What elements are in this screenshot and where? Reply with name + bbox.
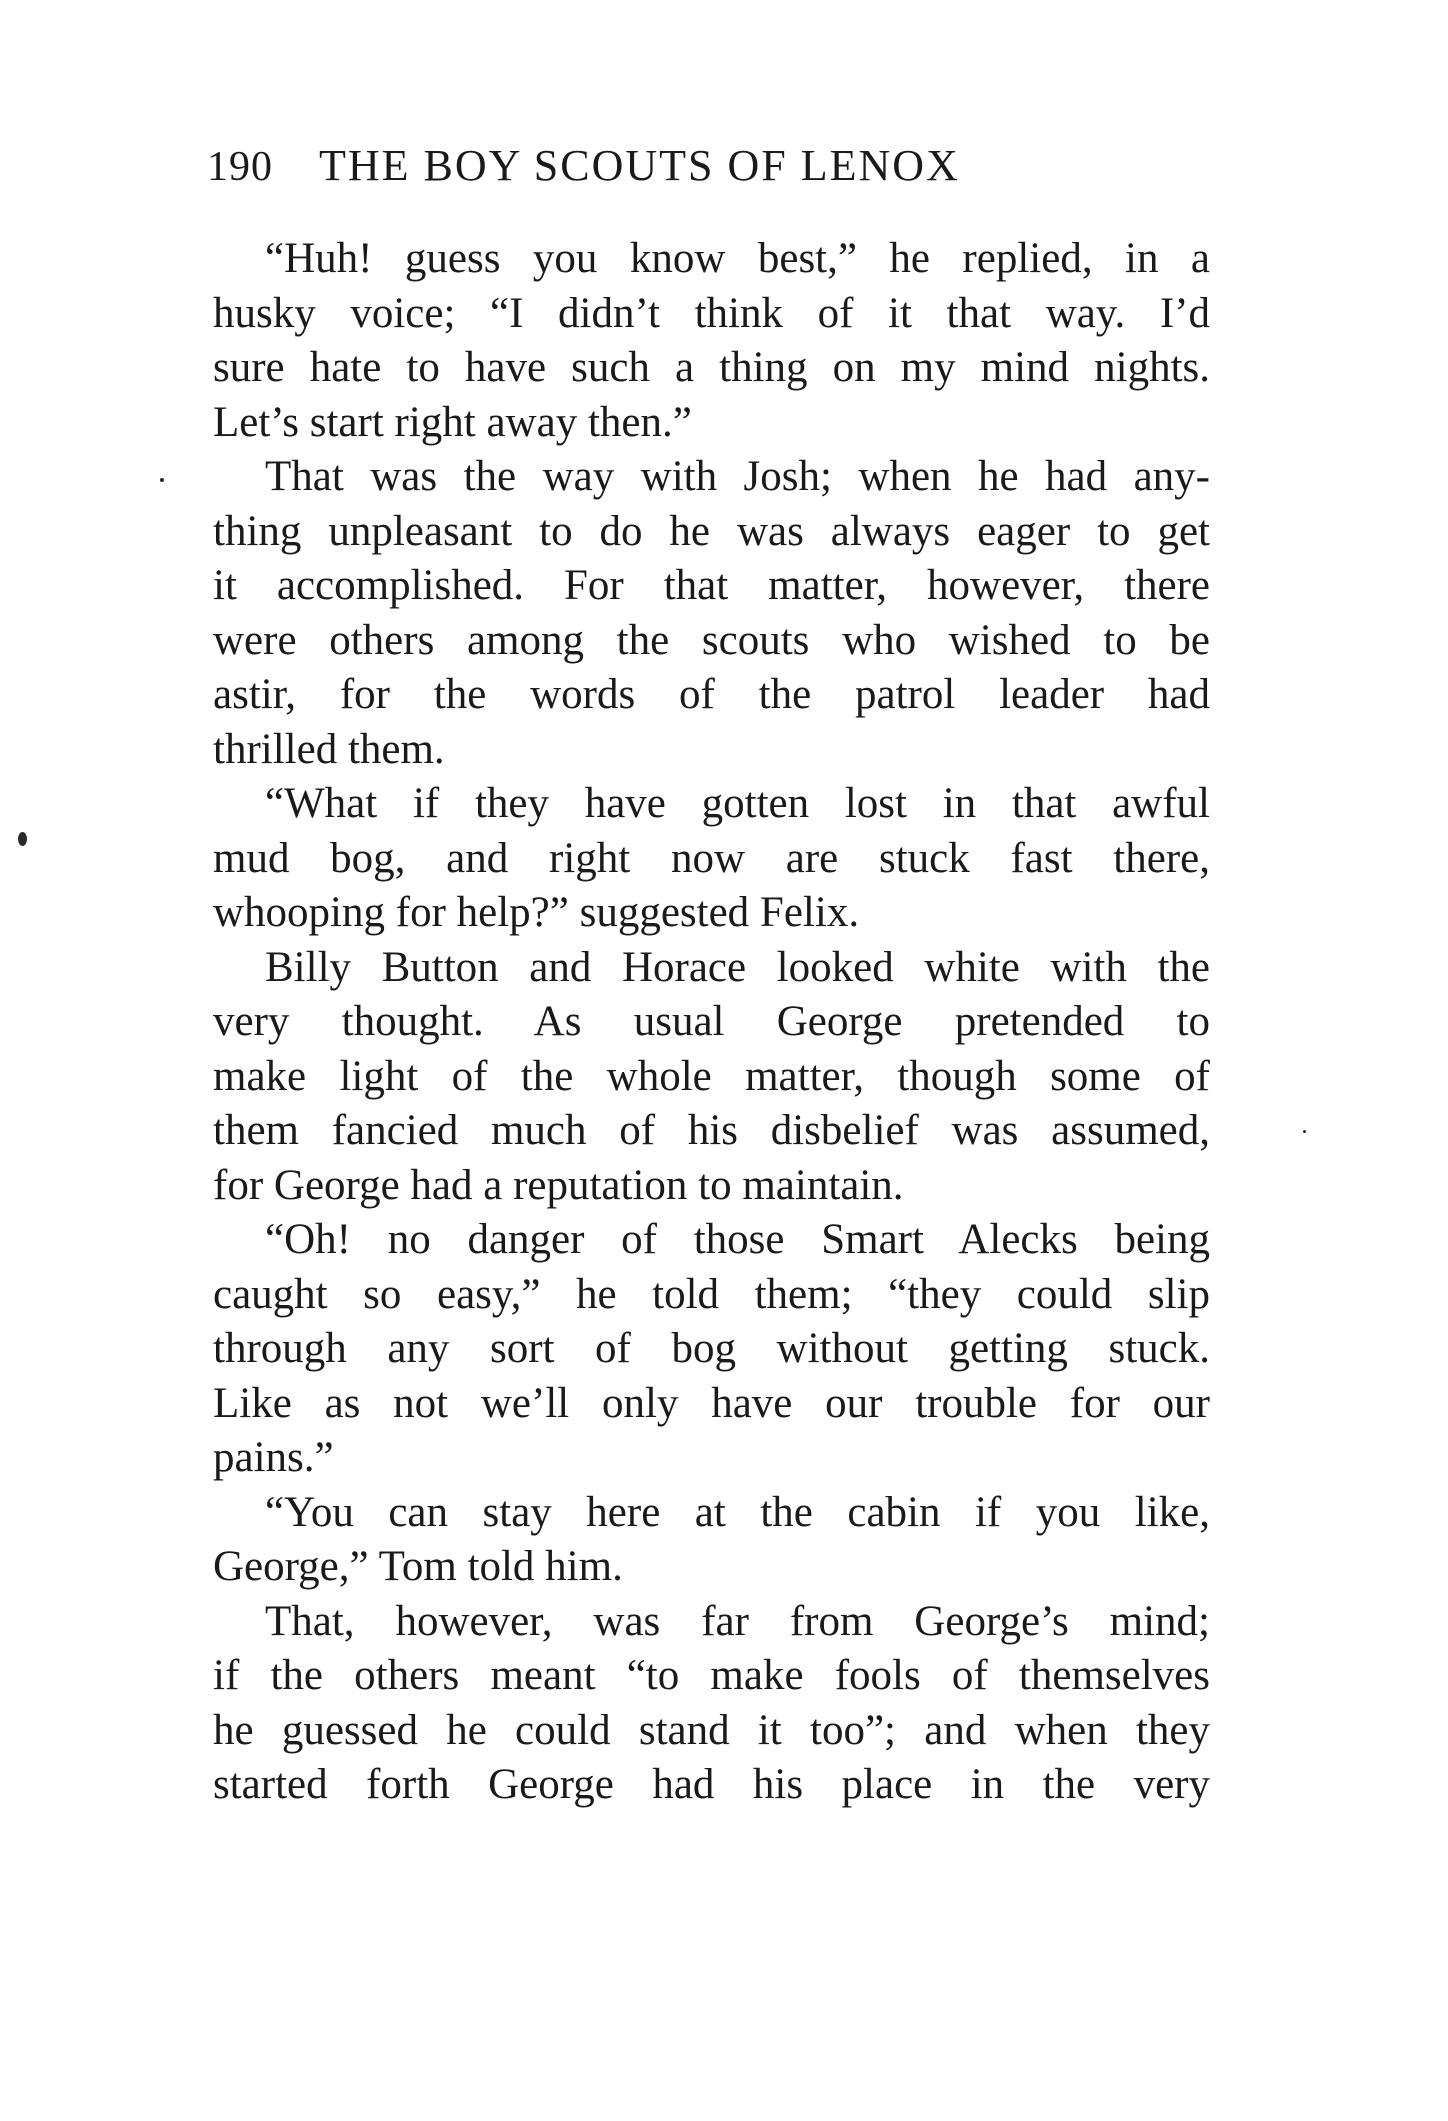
text-line: That was the way with Josh; when he had any- — [265, 453, 1210, 500]
ink-speck — [18, 832, 27, 846]
text-line: started forth George had his place in the very — [213, 1761, 1210, 1808]
text-line: “You can stay here at the cabin if you like, — [265, 1488, 1210, 1536]
page-number: 190 — [207, 144, 273, 190]
text-line: it accomplished. For that matter, however, there — [213, 562, 1210, 609]
text-line: sure hate to have such a thing on my mind nights. — [213, 344, 1210, 391]
text-line: pains.” — [213, 1434, 334, 1481]
text-line: thing unpleasant to do he was always eager to get — [213, 507, 1210, 555]
text-line: very thought. As usual George pretended to — [213, 998, 1210, 1045]
text-line: astir, for the words of the patrol leader had — [213, 671, 1210, 718]
text-line: husky voice; “I didn’t think of it that way. I’d — [213, 289, 1210, 337]
text-line: Let’s start right away then.” — [213, 398, 692, 446]
text-line: he guessed he could stand it too”; and when they — [213, 1706, 1210, 1754]
book-title: THE BOY SCOUTS OF LENOX — [319, 141, 960, 190]
text-line: were others among the scouts who wished to be — [213, 616, 1210, 664]
text-line: make light of the whole matter, though some of — [213, 1052, 1210, 1100]
ink-speck — [1303, 1130, 1306, 1133]
ink-speck — [160, 478, 164, 482]
text-line: whooping for help?” suggested Felix. — [213, 889, 860, 936]
running-head — [207, 140, 1212, 191]
text-line: for George had a reputation to maintain. — [213, 1161, 904, 1209]
paragraph — [213, 941, 1210, 1214]
paragraph — [213, 1486, 1210, 1595]
text-line: “Oh! no danger of those Smart Alecks being — [265, 1216, 1210, 1263]
text-line: “Huh! guess you know best,” he replied, in a — [265, 235, 1210, 282]
text-line: caught so easy,” he told them; “they could slip — [213, 1270, 1210, 1318]
text-line: “What if they have gotten lost in that awful — [265, 780, 1210, 827]
paragraph — [213, 232, 1210, 450]
text-line: George,” Tom told him. — [213, 1543, 623, 1590]
text-line: thrilled them. — [213, 725, 445, 773]
paragraph — [213, 777, 1210, 941]
paragraph — [213, 1213, 1210, 1486]
text-line: if the others meant “to make fools of themselves — [213, 1652, 1210, 1699]
text-line: Billy Button and Horace looked white with the — [265, 943, 1210, 991]
body-text — [213, 232, 1210, 1813]
text-line: them fancied much of his disbelief was assumed, — [213, 1107, 1210, 1154]
text-line: through any sort of bog without getting stuck. — [213, 1325, 1210, 1372]
text-line: Like as not we’ll only have our trouble for our — [213, 1379, 1210, 1427]
paragraph — [213, 1595, 1210, 1813]
text-line: mud bog, and right now are stuck fast there, — [213, 834, 1210, 882]
paragraph — [213, 450, 1210, 777]
text-line: That, however, was far from George’s mind; — [265, 1597, 1210, 1645]
